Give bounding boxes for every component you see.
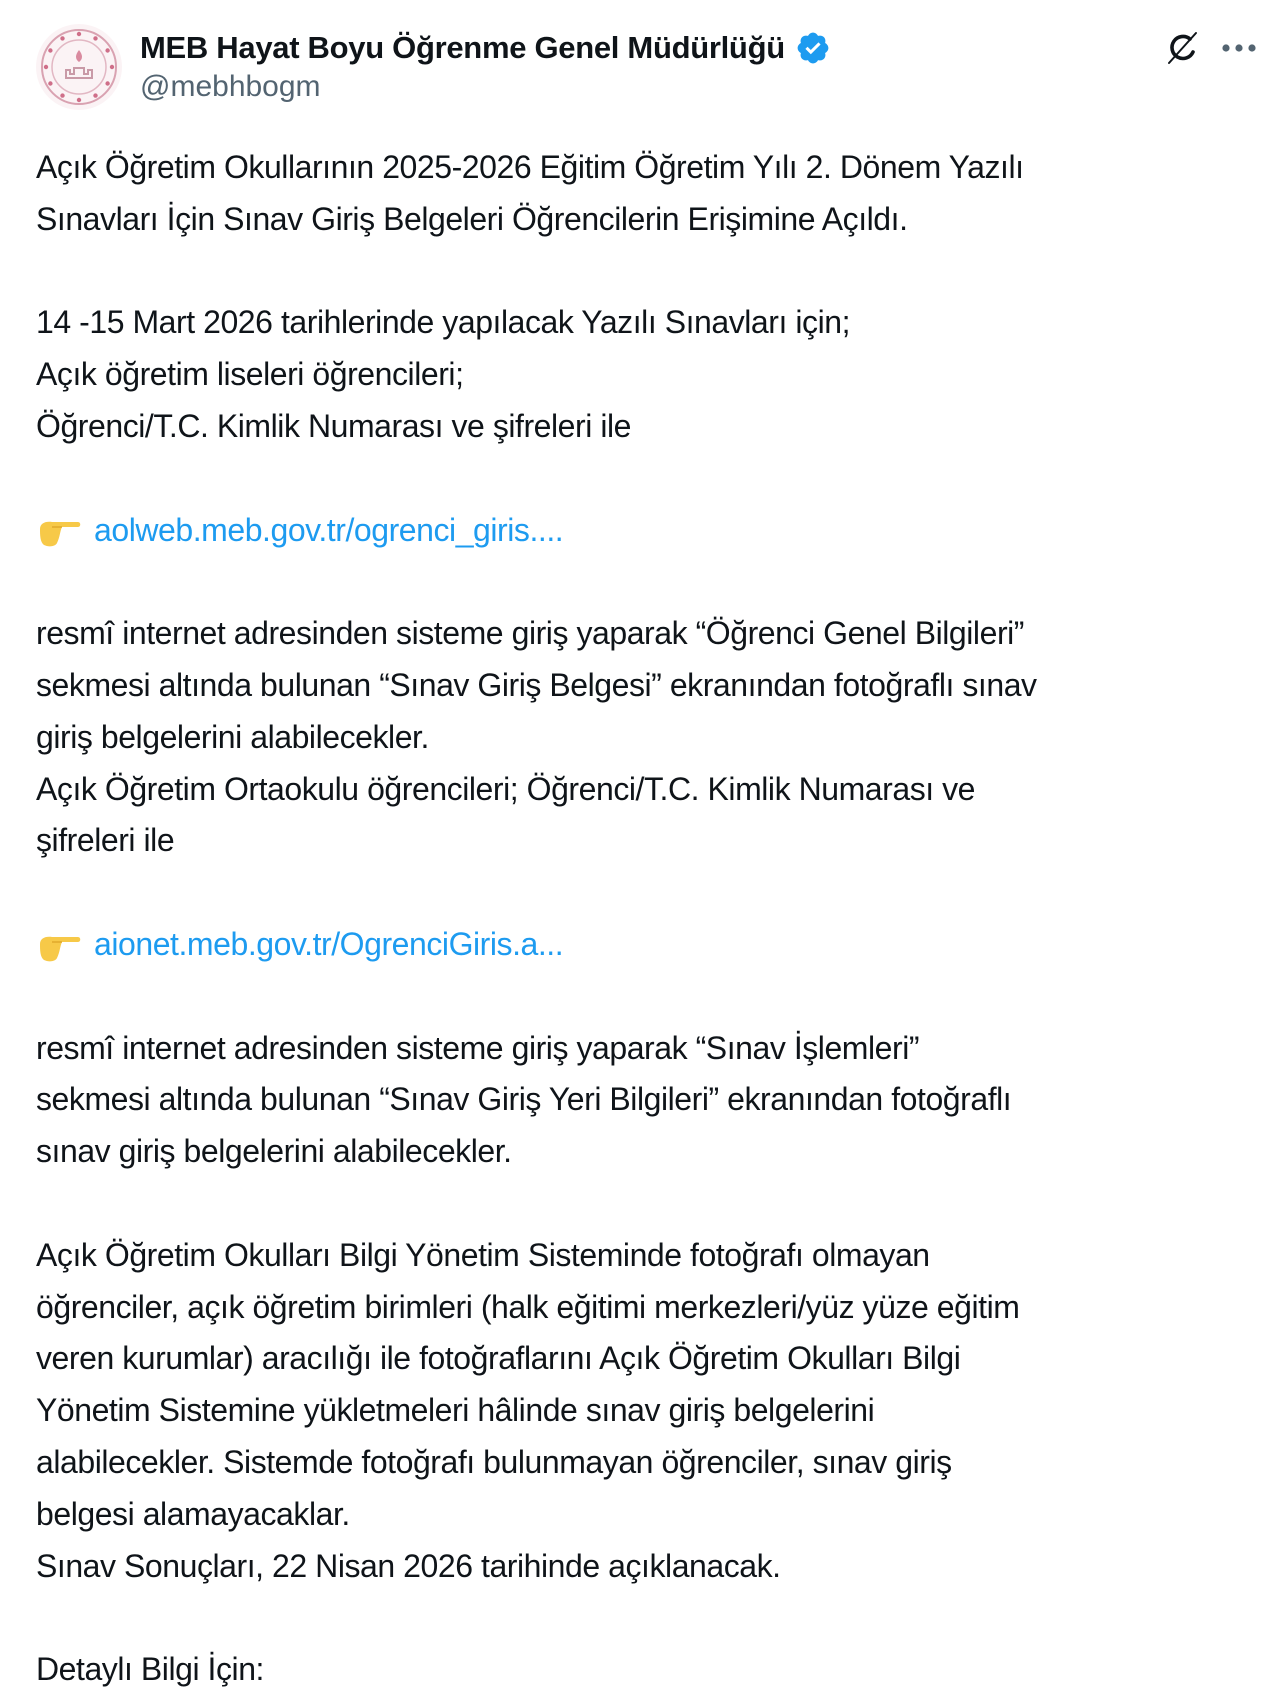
link-aionet[interactable]: aionet.meb.gov.tr/OgrenciGiris.a... xyxy=(94,925,564,962)
more-options-button[interactable] xyxy=(1214,26,1264,70)
blank-line xyxy=(36,1178,1266,1230)
text-line: sınav giriş belgelerini alabilecekler. xyxy=(36,1133,512,1170)
link-row-aionet xyxy=(36,919,1266,971)
text-line: Açık Öğretim Okullarının 2025-2026 Eğitim Öğretim Yılı 2. Dönem Yazılı xyxy=(36,149,1024,185)
text-line: belgesi alamayacaklar. xyxy=(36,1495,350,1532)
text-line: Detaylı Bilgi İçin: xyxy=(36,1651,264,1688)
text-line: Öğrenci/T.C. Kimlik Numarası ve şifreleri ile xyxy=(36,407,632,444)
grok-icon xyxy=(1162,28,1202,68)
blank-line xyxy=(36,246,1266,298)
text-line: Sınavları İçin Sınav Giriş Belgeleri Öğrencilerin Erişimine Açıldı. xyxy=(36,200,908,237)
text-line: veren kurumlar) aracılığı ile fotoğraflarını Açık Öğretim Okulları Bilgi xyxy=(36,1340,961,1377)
text-line: giriş belgelerini alabilecekler. xyxy=(36,718,429,755)
author-handle[interactable]: @mebhbogm xyxy=(140,70,321,103)
tweet-header xyxy=(0,0,1280,120)
tweet-text xyxy=(36,142,1266,1696)
text-line: 14 -15 Mart 2026 tarihlerinde yapılacak Yazılı Sınavları için; xyxy=(36,304,851,341)
author-name-row xyxy=(140,26,831,70)
text-line: Sınav Sonuçları, 22 Nisan 2026 tarihinde açıklanacak. xyxy=(36,1547,781,1584)
meb-seal-logo-icon xyxy=(36,24,122,110)
text-line: alabilecekler. Sistemde fotoğrafı bulunmayan öğrenciler, sınav giriş xyxy=(36,1443,952,1480)
blank-line xyxy=(36,1592,1266,1644)
text-line: sekmesi altında bulunan “Sınav Giriş Belgesi” ekranından fotoğraflı sınav xyxy=(36,666,1037,703)
author-name[interactable]: MEB Hayat Boyu Öğrenme Genel Müdürlüğü xyxy=(140,30,785,65)
link-aolweb[interactable]: aolweb.meb.gov.tr/ogrenci_giris.... xyxy=(94,511,564,548)
avatar[interactable] xyxy=(36,24,122,110)
blank-line xyxy=(36,867,1266,919)
text-line: Yönetim Sistemine yükletmeleri hâlinde sınav giriş belgelerini xyxy=(36,1392,875,1429)
text-line: sekmesi altında bulunan “Sınav Giriş Yeri Bilgileri” ekranından fotoğraflı xyxy=(36,1081,1012,1118)
text-line: Açık Öğretim Okulları Bilgi Yönetim Sisteminde fotoğrafı olmayan xyxy=(36,1236,930,1273)
text-line: şifreleri ile xyxy=(36,822,175,859)
text-line: öğrenciler, açık öğretim birimleri (halk eğitimi merkezleri/yüz yüze eğitim xyxy=(36,1288,1020,1325)
pointing-hand-emoji-icon xyxy=(36,928,82,962)
more-horizontal-icon xyxy=(1219,42,1259,54)
blank-line xyxy=(36,453,1266,505)
link-row-aolweb xyxy=(36,505,1266,557)
text-line: Açık Öğretim Ortaokulu öğrencileri; Öğrenci/T.C. Kimlik Numarası ve xyxy=(36,770,976,807)
verified-badge-icon xyxy=(795,30,831,66)
text-line: Açık öğretim liseleri öğrencileri; xyxy=(36,356,464,393)
pointing-hand-emoji-icon xyxy=(36,513,82,547)
blank-line xyxy=(36,971,1266,1023)
blank-line xyxy=(36,556,1266,608)
text-line: resmî internet adresinden sisteme giriş yaparak “Öğrenci Genel Bilgileri” xyxy=(36,615,1025,652)
grok-button[interactable] xyxy=(1160,26,1204,70)
text-line: resmî internet adresinden sisteme giriş yaparak “Sınav İşlemleri” xyxy=(36,1029,920,1066)
